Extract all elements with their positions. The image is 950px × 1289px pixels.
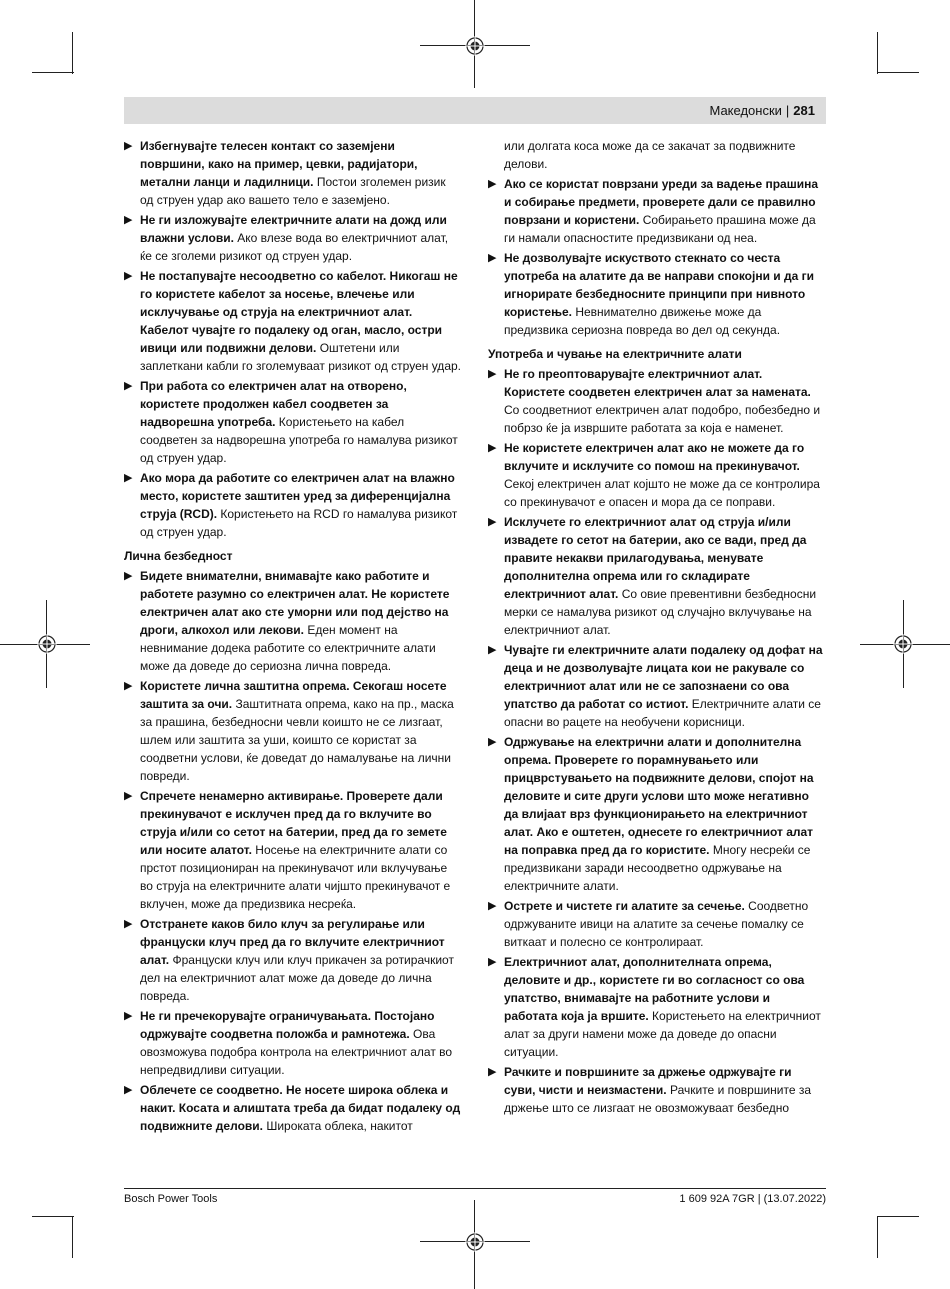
right-column xyxy=(488,137,826,1119)
item-instruction: Користете лична заштитна опрема. Секогаш носете заштита за очи. xyxy=(140,679,447,711)
item-explanation: Користењето на електричниот алат за други намени може да доведе до опасни ситуации. xyxy=(504,1009,821,1059)
item-instruction: Отстранете каков било клуч за регулирање или француски клуч пред да го вклучите електричниот алат. xyxy=(140,917,445,967)
continuation-text: или долгата коса може да се закачат за подвижните делови. xyxy=(504,139,796,171)
item-explanation: Електричните алати се опасни во рацете на необучени корисници. xyxy=(504,697,821,729)
right-items-personal xyxy=(488,175,826,339)
safety-item xyxy=(124,137,462,209)
bullet-arrow-icon: ▶ xyxy=(488,368,497,380)
footer-brand: Bosch Power Tools xyxy=(124,1193,218,1205)
bullet-arrow-icon: ▶ xyxy=(124,918,133,930)
page-number: 281 xyxy=(793,103,815,118)
bullet-arrow-icon: ▶ xyxy=(488,900,497,912)
registration-target-icon xyxy=(465,36,485,56)
safety-item xyxy=(124,787,462,913)
bullet-arrow-icon: ▶ xyxy=(124,1084,133,1096)
bullet-arrow-icon: ▶ xyxy=(488,516,497,528)
item-explanation: Невнимателно движење може да предизвика сериозна повреда во дел од секунда. xyxy=(504,305,781,337)
safety-item xyxy=(488,641,826,731)
safety-item xyxy=(124,677,462,785)
item-instruction: Не ги пречекорувајте ограничувањата. Постојано одржувајте соодветна положба и рамнотежа. xyxy=(140,1009,435,1041)
safety-item xyxy=(488,365,826,437)
safety-item xyxy=(124,1081,462,1135)
bullet-arrow-icon: ▶ xyxy=(488,442,497,454)
item-instruction: Рачките и површините за држење одржувајте ги суви, чисти и неизмастени. xyxy=(504,1065,792,1097)
registration-target-icon xyxy=(465,1232,485,1252)
item-instruction: Ако мора да работите со електричен алат на влажно место, користете заштитен уред за диференцијална струја (RCD). xyxy=(140,471,455,521)
item-instruction: Одржување на електрични алати и дополнителна опрема. Проверете го порамнувањето или прицврстувањето на подвижните делови, спојот на деловите и сите други услови што може негативно да влијаат врз функционирањето на електричниот алат. Ако е оштетен, однесете го електричниот алат на поправка пред да го користите. xyxy=(504,735,814,857)
item-explanation: Француски клуч или клуч прикачен за ротирачкиот дел на електричниот алат може да доведе до лична повреда. xyxy=(140,953,454,1003)
item-instruction: Острете и чистете ги алатите за сечење. xyxy=(504,899,745,913)
item-explanation: Користењето на кабел соодветен за надворешна употреба го намалува ризикот од струен удар. xyxy=(140,415,458,465)
item-instruction: При работа со електричен алат на отворено, користете продолжен кабел соодветен за надворешна употреба. xyxy=(140,379,407,429)
item-explanation: Многу несреќи се предизвикани заради несоодветно одржување на електричните алати. xyxy=(504,843,811,893)
left-items-personal xyxy=(124,567,462,1135)
page-header xyxy=(709,103,815,119)
section-heading-tool-use: Употреба и чување на електричните алати xyxy=(488,347,742,361)
safety-item xyxy=(488,175,826,247)
left-items-electrical xyxy=(124,137,462,541)
item-instruction: Не го преоптоварувајте електричниот алат. Користете соодветен електричен алат за намената. xyxy=(504,367,811,399)
item-explanation: Ако влезе вода во електричниот алат, ќе се зголеми ризикот од струен удар. xyxy=(140,231,449,263)
safety-item xyxy=(124,915,462,1005)
safety-item xyxy=(488,249,826,339)
safety-item xyxy=(488,897,826,951)
bullet-arrow-icon: ▶ xyxy=(124,570,133,582)
footer-doc-id: 1 609 92A 7GR | (13.07.2022) xyxy=(679,1193,826,1205)
crop-mark xyxy=(877,32,878,74)
item-instruction: Избегнувајте телесен контакт со заземјени површини, како на пример, цевки, радијатори, метални ланци и ладилници. xyxy=(140,139,418,189)
right-items-tool-use xyxy=(488,365,826,1117)
safety-item xyxy=(124,377,462,467)
item-explanation: Со овие превентивни безбедносни мерки се намалува ризикот од случајно вклучување на електричниот алат. xyxy=(504,587,817,637)
crop-mark xyxy=(877,1216,919,1217)
item-explanation: Широката облека, накитот xyxy=(262,1119,413,1133)
safety-item xyxy=(488,953,826,1061)
bullet-arrow-icon: ▶ xyxy=(124,270,133,282)
item-instruction: Облечете се соодветно. Не носете широка облека и накит. Косата и алиштата треба да бидат подалеку од подвижните делови. xyxy=(140,1083,461,1133)
item-explanation: Ова овозможува подобра контрола на електричниот алат во непредвидливи ситуации. xyxy=(140,1027,453,1077)
safety-item xyxy=(488,439,826,511)
item-instruction: Чувајте ги електричните алати подалеку од дофат на деца и не дозволувајте лицата кои не ракувале со електричниот алат или не се запознаени со ова упатство да работат со истиот. xyxy=(504,643,823,711)
bullet-arrow-icon: ▶ xyxy=(124,214,133,226)
safety-item xyxy=(124,469,462,541)
item-instruction: Бидете внимателни, внимавајте како работите и работете разумно со електричен алат. Не користете електричен алат ако сте уморни или под дејство на дроги, алкохол или лекови. xyxy=(140,569,450,637)
registration-target-icon xyxy=(893,634,913,654)
left-column xyxy=(124,137,462,1137)
bullet-arrow-icon: ▶ xyxy=(488,1066,497,1078)
item-explanation: Оштетени или заплеткани кабли го зголемуваат ризикот од струен удар. xyxy=(140,341,461,373)
crop-mark xyxy=(877,1216,878,1258)
item-instruction: Електричниот алат, дополнителната опрема, деловите и др., користете ги во согласност со ова упатство, внимавајте на работните услови и работата која ја вршите. xyxy=(504,955,805,1023)
safety-item xyxy=(488,1063,826,1117)
bullet-arrow-icon: ▶ xyxy=(124,472,133,484)
crop-mark xyxy=(32,1216,74,1217)
bullet-arrow-icon: ▶ xyxy=(488,178,497,190)
safety-item xyxy=(488,733,826,895)
crop-mark xyxy=(32,72,74,73)
item-instruction: Ако се користат поврзани уреди за вадење прашина и собирање предмети, проверете дали се правилно поврзани и користени. xyxy=(504,177,819,227)
item-explanation: Постои зголемен ризик од струен удар ако вашето тело е заземјено. xyxy=(140,175,446,207)
safety-item xyxy=(488,513,826,639)
footer-rule xyxy=(124,1188,826,1189)
bullet-arrow-icon: ▶ xyxy=(124,380,133,392)
item-explanation: Носење на електричните алати со прстот позициониран на прекинувачот или вклучување во струја на електричните алати чијшто прекинувачот е вклучен, може да предизвика несреќа. xyxy=(140,843,451,911)
bullet-arrow-icon: ▶ xyxy=(488,252,497,264)
item-instruction: Не ги изложувајте електричните алати на дожд или влажни услови. xyxy=(140,213,447,245)
item-explanation: Користењето на RCD го намалува ризикот од струен удар. xyxy=(140,507,458,539)
bullet-arrow-icon: ▶ xyxy=(488,956,497,968)
safety-item xyxy=(124,211,462,265)
item-explanation: Секој електричен алат којшто не може да се контролира со прекинувачот е опасен и мора да се поправи. xyxy=(504,477,820,509)
item-instruction: Не користете електричен алат ако не можете да го вклучите и исклучите со помош на прекинувачот. xyxy=(504,441,805,473)
item-explanation: Еден момент на невнимание додека работите со електричните алати може да доведе до сериозна лична повреда. xyxy=(140,623,436,673)
item-explanation: Заштитната опрема, како на пр., маска за прашина, безбедносни чевли коишто не се лизгаат, шлем или заштита за уши, коишто се користат за соодветни услови, ќе доведат до намалување на лични повреди. xyxy=(140,697,454,783)
section-heading-personal-safety: Лична безбедност xyxy=(124,549,233,563)
bullet-arrow-icon: ▶ xyxy=(124,140,133,152)
safety-item xyxy=(124,267,462,375)
safety-item xyxy=(124,567,462,675)
item-instruction: Исклучете го електричниот алат од струја и/или извадете го сетот на батерии, ако се вади, пред да правите некакви прилагодувања, менувате дополнителна опрема или го складирате електричниот алат. xyxy=(504,515,807,601)
header-language: Македонски xyxy=(709,103,782,118)
safety-item xyxy=(124,1007,462,1079)
crop-mark xyxy=(72,32,73,74)
bullet-arrow-icon: ▶ xyxy=(124,790,133,802)
bullet-arrow-icon: ▶ xyxy=(488,644,497,656)
item-instruction: Не дозволувајте искуството стекнато со честа употреба на алатите да ве направи спокојни и да ги игнорирате безбедносните принципи при нивното користење. xyxy=(504,251,815,319)
registration-target-icon xyxy=(37,634,57,654)
item-instruction: Не постапувајте несоодветно со кабелот. Никогаш не го користете кабелот за носење, влечење или исклучување од струја на електричниот алат. Кабелот чувајте го подалеку од оган, масло, остри ивици или подвижни делови. xyxy=(140,269,458,355)
bullet-arrow-icon: ▶ xyxy=(488,736,497,748)
crop-mark xyxy=(72,1216,73,1258)
header-separator: | xyxy=(785,103,790,118)
item-explanation: Рачките и површините за држење што се лизгаат не овозможуваат безбедно xyxy=(504,1083,812,1115)
item-explanation: Собирањето прашина може да ги намали опасностите предизвикани од неа. xyxy=(504,213,816,245)
bullet-arrow-icon: ▶ xyxy=(124,1010,133,1022)
item-explanation: Соодветно одржуваните ивици на алатите за сечење помалку се виткаат и полесно се контролираат. xyxy=(504,899,809,949)
bullet-arrow-icon: ▶ xyxy=(124,680,133,692)
item-instruction: Спречете ненамерно активирање. Проверете дали прекинувачот е исклучен пред да го вклучите во струја и/или со сетот на батерии, пред да го земете или носите алатот. xyxy=(140,789,447,857)
crop-mark xyxy=(877,72,919,73)
item-explanation: Со соодветниот електричен алат подобро, побезбедно и побрзо ќе ја извршите работата за која е наменет. xyxy=(504,403,821,435)
